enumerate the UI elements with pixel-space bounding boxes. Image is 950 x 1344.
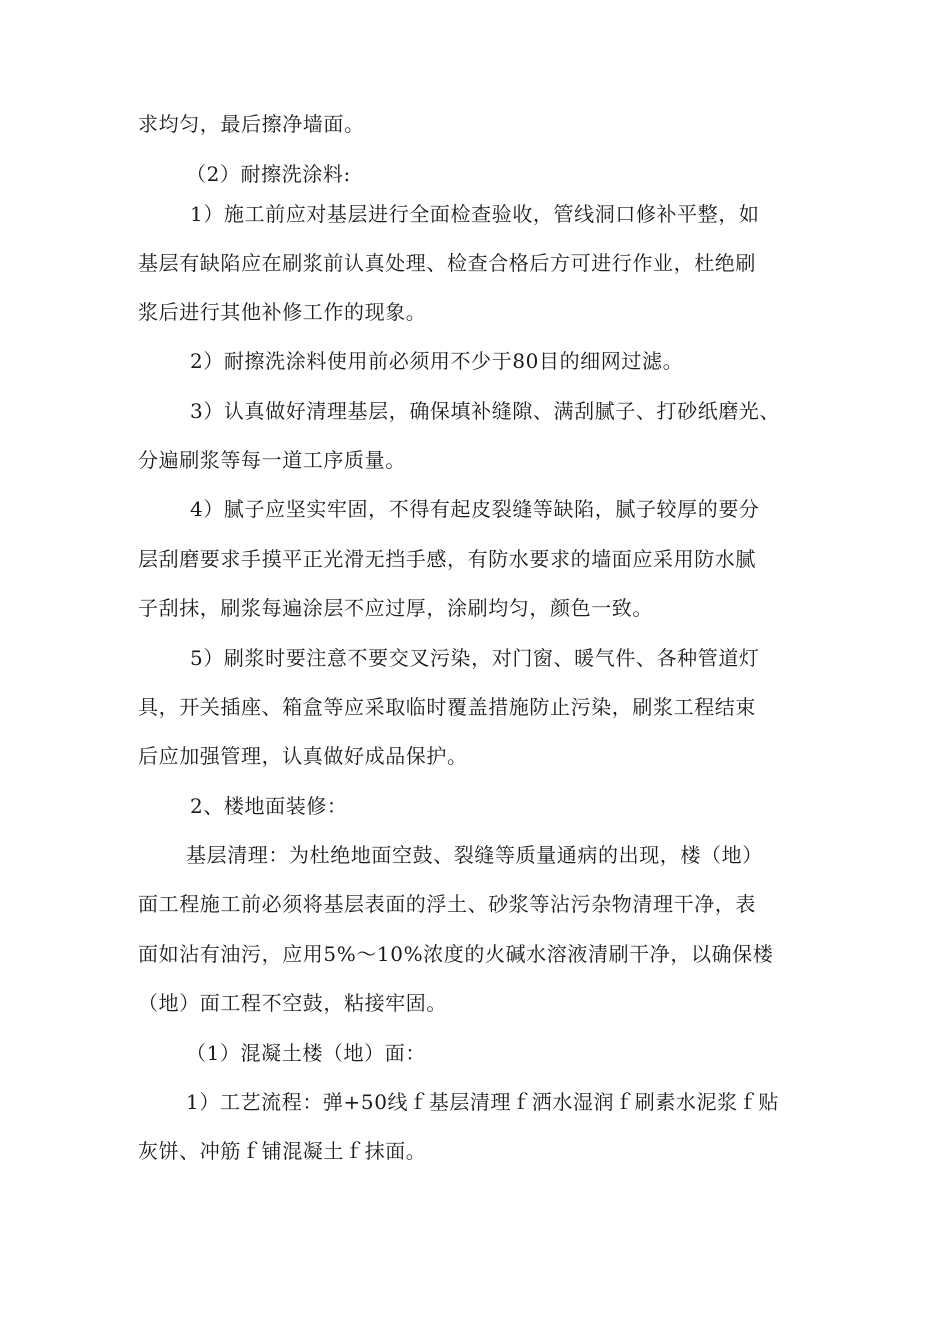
text-line: 3）认真做好清理基层，确保填补缝隙、满刮腻子、打砂纸磨光、 (190, 399, 781, 423)
text-line: 浆后进行其他补修工作的现象。 (138, 300, 427, 324)
text-line: 分遍刷浆等每一道工序质量。 (138, 448, 406, 472)
text-line: 面工程施工前必须将基层表面的浮土、砂浆等沾污杂物清理干净，表 (138, 892, 756, 916)
text-line: 基层有缺陷应在刷浆前认真处理、检查合格后方可进行作业，杜绝刷 (138, 251, 756, 275)
text-line: 1）施工前应对基层进行全面检查验收，管线洞口修补平整，如 (190, 202, 760, 226)
text-line: 面如沾有油污，应用5%～10%浓度的火碱水溶液清刷干净，以确保楼 (138, 942, 774, 966)
section-heading: （1）混凝土楼（地）面： (186, 1041, 426, 1065)
section-heading: 2、楼地面装修： (190, 794, 348, 818)
text-line: 具，开关插座、箱盒等应采取临时覆盖措施防止污染，刷浆工程结束 (138, 695, 756, 719)
text-line: （地）面工程不空鼓，粘接牢固。 (138, 991, 447, 1015)
text-line: 1）工艺流程：弹+50线ｆ基层清理ｆ洒水湿润ｆ刷素水泥浆ｆ贴 (186, 1090, 779, 1114)
text-line: 后应加强管理，认真做好成品保护。 (138, 744, 468, 768)
text-line: 子刮抹，刷浆每遍涂层不应过厚，涂刷均匀，颜色一致。 (138, 596, 653, 620)
section-heading: （2）耐擦洗涂料: (186, 162, 351, 186)
text-line: 2）耐擦洗涂料使用前必须用不少于80目的细网过滤。 (190, 349, 684, 373)
text-line: 4）腻子应坚实牢固，不得有起皮裂缝等缺陷，腻子较厚的要分 (190, 497, 760, 521)
text-line: 层刮磨要求手摸平正光滑无挡手感，有防水要求的墙面应采用防水腻 (138, 547, 756, 571)
text-line: 基层清理：为杜绝地面空鼓、裂缝等质量通病的出现，楼（地） (186, 843, 763, 867)
text-line: 灰饼、冲筋ｆ铺混凝土ｆ抹面。 (138, 1139, 427, 1163)
text-line: 求均匀，最后擦净墙面。 (138, 112, 365, 136)
text-line: 5）刷浆时要注意不要交叉污染，对门窗、暖气件、各种管道灯 (190, 646, 760, 670)
